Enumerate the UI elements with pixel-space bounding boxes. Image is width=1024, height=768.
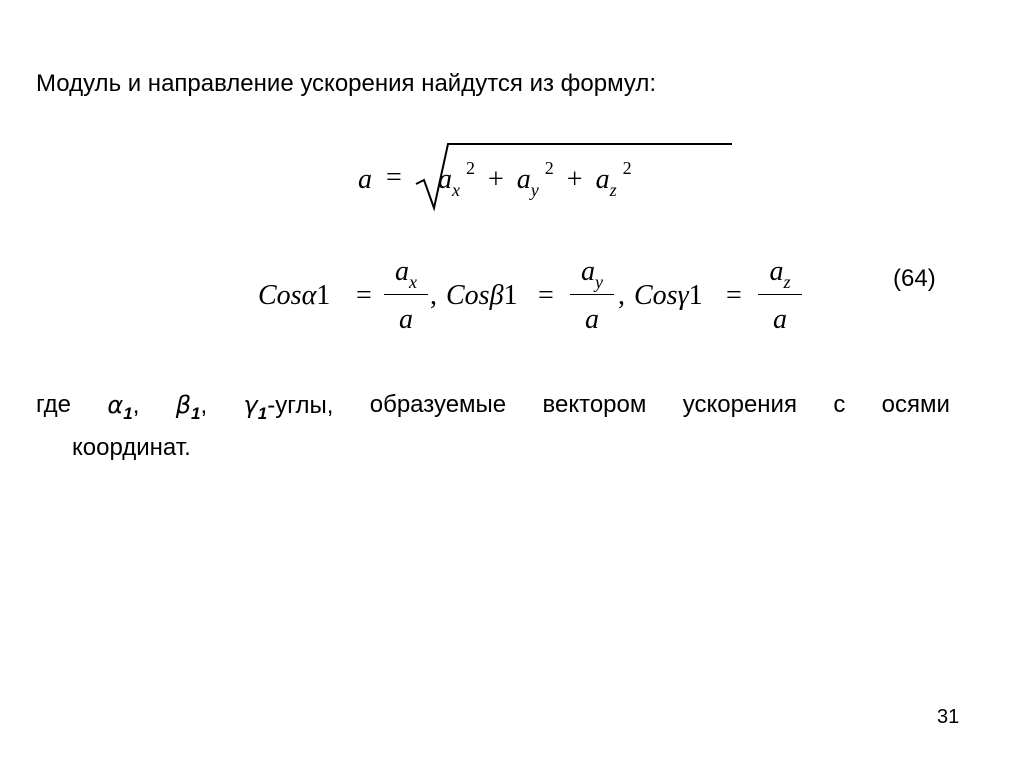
num-sub: x: [409, 272, 417, 292]
equals-sign: =: [538, 280, 554, 311]
explanation-line-2: координат.: [72, 433, 191, 461]
angle-index: 1: [503, 280, 518, 311]
formula-lhs: a: [358, 164, 372, 195]
comma: ,: [618, 280, 625, 311]
func-cos: Cos: [634, 280, 678, 311]
equals-sign: =: [386, 162, 402, 193]
word-gde: где: [36, 391, 72, 418]
func-cos: Cos: [446, 280, 490, 311]
radicand: [438, 158, 632, 200]
angle-index: 1: [316, 280, 331, 311]
term-x-sub: x: [452, 180, 460, 200]
angle-beta: β: [489, 280, 504, 311]
fraction-bar: [758, 294, 802, 295]
num-base: a: [395, 256, 409, 287]
explanation-line-1: [36, 388, 950, 431]
num-sub: y: [595, 272, 603, 292]
word: ускорения: [682, 391, 797, 418]
denominator: a: [585, 304, 599, 335]
term-y-sup: 2: [544, 158, 554, 178]
word: образуемые: [369, 391, 507, 418]
word: с: [833, 391, 846, 418]
denominator: a: [399, 304, 413, 335]
fraction-bar: [384, 294, 428, 295]
term-y-sub: y: [530, 180, 539, 200]
term-z-sup: 2: [622, 158, 632, 178]
word: осями: [881, 391, 950, 418]
plus-sign: +: [566, 164, 583, 195]
angle-index: 1: [688, 280, 703, 311]
func-cos: Cos: [258, 280, 302, 311]
comma: ,: [430, 280, 437, 311]
symbol-gamma1-angles: $\gamma_1$-углы,: [243, 391, 334, 423]
term-x-sup: 2: [466, 158, 475, 178]
num-base: a: [581, 256, 595, 287]
term-x-base: a: [438, 164, 452, 195]
plus-sign: +: [488, 164, 504, 195]
explanation-paragraph: [36, 388, 950, 465]
num-base: a: [769, 256, 784, 287]
equals-sign: =: [356, 280, 372, 311]
equals-sign: =: [726, 280, 742, 311]
angle-gamma: γ: [677, 280, 689, 311]
term-z-base: a: [595, 164, 610, 195]
word: вектором: [542, 391, 647, 418]
fraction-bar: [570, 294, 614, 295]
intro-text: Модуль и направление ускорения найдутся из формул:: [36, 70, 657, 97]
angle-alpha: α: [301, 280, 317, 311]
equation-number: (64): [893, 265, 936, 292]
term-z-sub: z: [609, 180, 617, 200]
denominator: a: [773, 304, 787, 335]
symbol-alpha1: $\alpha_1$,: [107, 391, 140, 423]
symbol-beta1: $\beta_1$,: [175, 391, 208, 423]
term-y-base: a: [516, 164, 531, 195]
page-number: 31: [937, 706, 960, 728]
num-sub: z: [783, 272, 791, 292]
